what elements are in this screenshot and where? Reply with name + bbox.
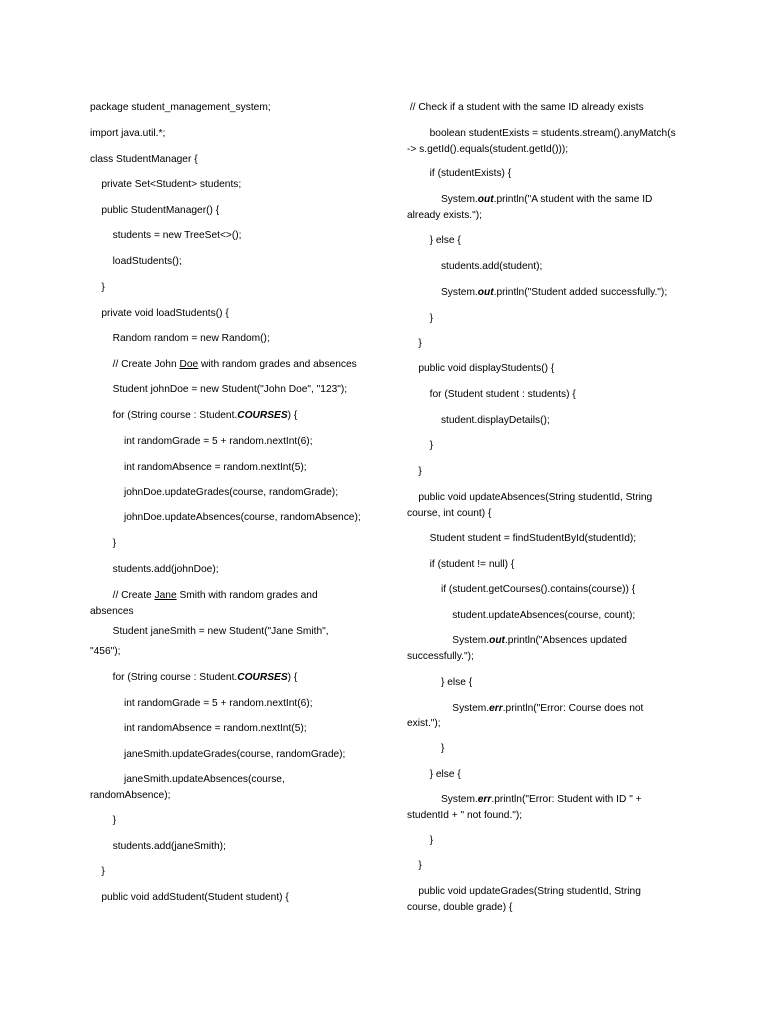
code-line: johnDoe.updateAbsences(course, randomAbsence); [90,512,361,523]
code-line: loadStudents(); [90,256,182,267]
code-line: Student student = findStudentById(studentId); [407,533,637,544]
code-line: } [407,835,434,846]
code-line: int randomAbsence = random.nextInt(5); [90,723,307,734]
code-line: } [90,815,117,826]
code-line-continuation: exist."); [407,718,441,729]
code-line: for (String course : Student.COURSES) { [90,672,298,683]
code-line: } [407,338,422,349]
code-line: } [90,538,117,549]
code-line: System.out.println("Student added successfully."); [440,287,668,298]
code-line: student.updateAbsences(course, count); [407,610,636,621]
code-line: private Set<Student> students; [90,179,242,190]
code-line: janeSmith.updateAbsences(course, [90,774,285,785]
code-line: System.err.println("Error: Student with ID " + [440,794,642,805]
code-line: Student janeSmith = new Student("Jane Smith", [90,626,329,637]
code-line: int randomGrade = 5 + random.nextInt(6); [90,698,313,709]
code-line: Random random = new Random(); [90,333,270,344]
code-line: johnDoe.updateGrades(course, randomGrade); [90,487,339,498]
code-line: } [407,466,422,477]
code-line: for (String course : Student.COURSES) { [90,410,298,421]
code-line: boolean studentExists = students.stream().anyMatch(s [407,128,676,139]
code-line: students.add(student); [407,261,543,272]
code-line: janeSmith.updateGrades(course, randomGrade); [90,749,346,760]
code-line-continuation: course, int count) { [407,508,492,519]
code-line-continuation: already exists."); [407,210,482,221]
code-line-continuation: randomAbsence); [90,790,171,801]
code-line: import java.util.*; [90,128,166,139]
code-line: // Check if a student with the same ID already exists [407,102,644,113]
code-line: } [407,743,445,754]
code-line: } [407,313,434,324]
code-line-continuation: course, double grade) { [407,902,513,913]
code-line: } else { [407,677,473,688]
code-line: class StudentManager { [90,154,198,165]
code-line: students.add(janeSmith); [90,841,226,852]
code-line: } [90,866,105,877]
code-line-continuation: absences [90,606,134,617]
code-line: if (studentExists) { [407,168,512,179]
code-line: // Create Jane Smith with random grades and [90,590,318,601]
code-line: int randomAbsence = random.nextInt(5); [90,462,307,473]
code-line-continuation: studentId + " not found."); [407,810,523,821]
code-line: } [407,440,434,451]
code-line: for (Student student : students) { [407,389,576,400]
code-line: System.err.println("Error: Course does not [452,703,644,714]
code-line: System.out.println("Absences updated [452,635,627,646]
code-line: public void displayStudents() { [407,363,555,374]
code-line: } else { [407,235,461,246]
code-line: if (student != null) { [407,559,515,570]
code-line: // Create John Doe with random grades and absences [90,359,357,370]
code-line: Student johnDoe = new Student("John Doe", "123"); [90,384,348,395]
code-line: students = new TreeSet<>(); [90,230,242,241]
code-line: public void addStudent(Student student) { [90,892,289,903]
code-line: public void updateGrades(String studentId, String [407,886,641,897]
code-line: if (student.getCourses().contains(course)) { [407,584,636,595]
code-line: int randomGrade = 5 + random.nextInt(6); [90,436,313,447]
code-line-continuation: -> s.getId().equals(student.getId())); [407,144,569,155]
code-line-continuation: successfully."); [407,651,474,662]
code-line: package student_management_system; [90,102,271,113]
code-line: student.displayDetails(); [407,415,550,426]
code-line-continuation: "456"); [90,646,121,657]
code-line: } else { [407,769,461,780]
code-line: public void updateAbsences(String studentId, String [407,492,653,503]
code-line: } [407,860,422,871]
code-line: private void loadStudents() { [90,308,229,319]
code-line: } [90,282,105,293]
code-line: students.add(johnDoe); [90,564,219,575]
code-line: public StudentManager() { [90,205,220,216]
code-line: System.out.println("A student with the same ID [440,194,653,205]
